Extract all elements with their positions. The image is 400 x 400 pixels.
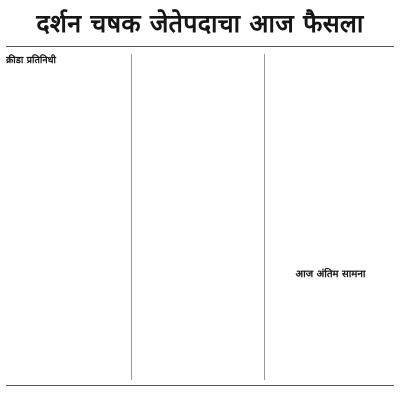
column-divider bbox=[264, 54, 265, 380]
bottom-rule bbox=[6, 385, 394, 386]
article-column-1 bbox=[6, 54, 128, 380]
article-column-3 bbox=[267, 54, 394, 380]
column-divider bbox=[131, 54, 132, 380]
byline: क्रीडा प्रतिनिधी bbox=[6, 55, 56, 66]
article-column-2 bbox=[134, 54, 261, 380]
headline: दर्शन चषक जेतेपदाचा आज फैसला bbox=[36, 9, 364, 38]
subhead: आज अंतिम सामना bbox=[295, 269, 366, 280]
headline-rule bbox=[6, 46, 394, 47]
